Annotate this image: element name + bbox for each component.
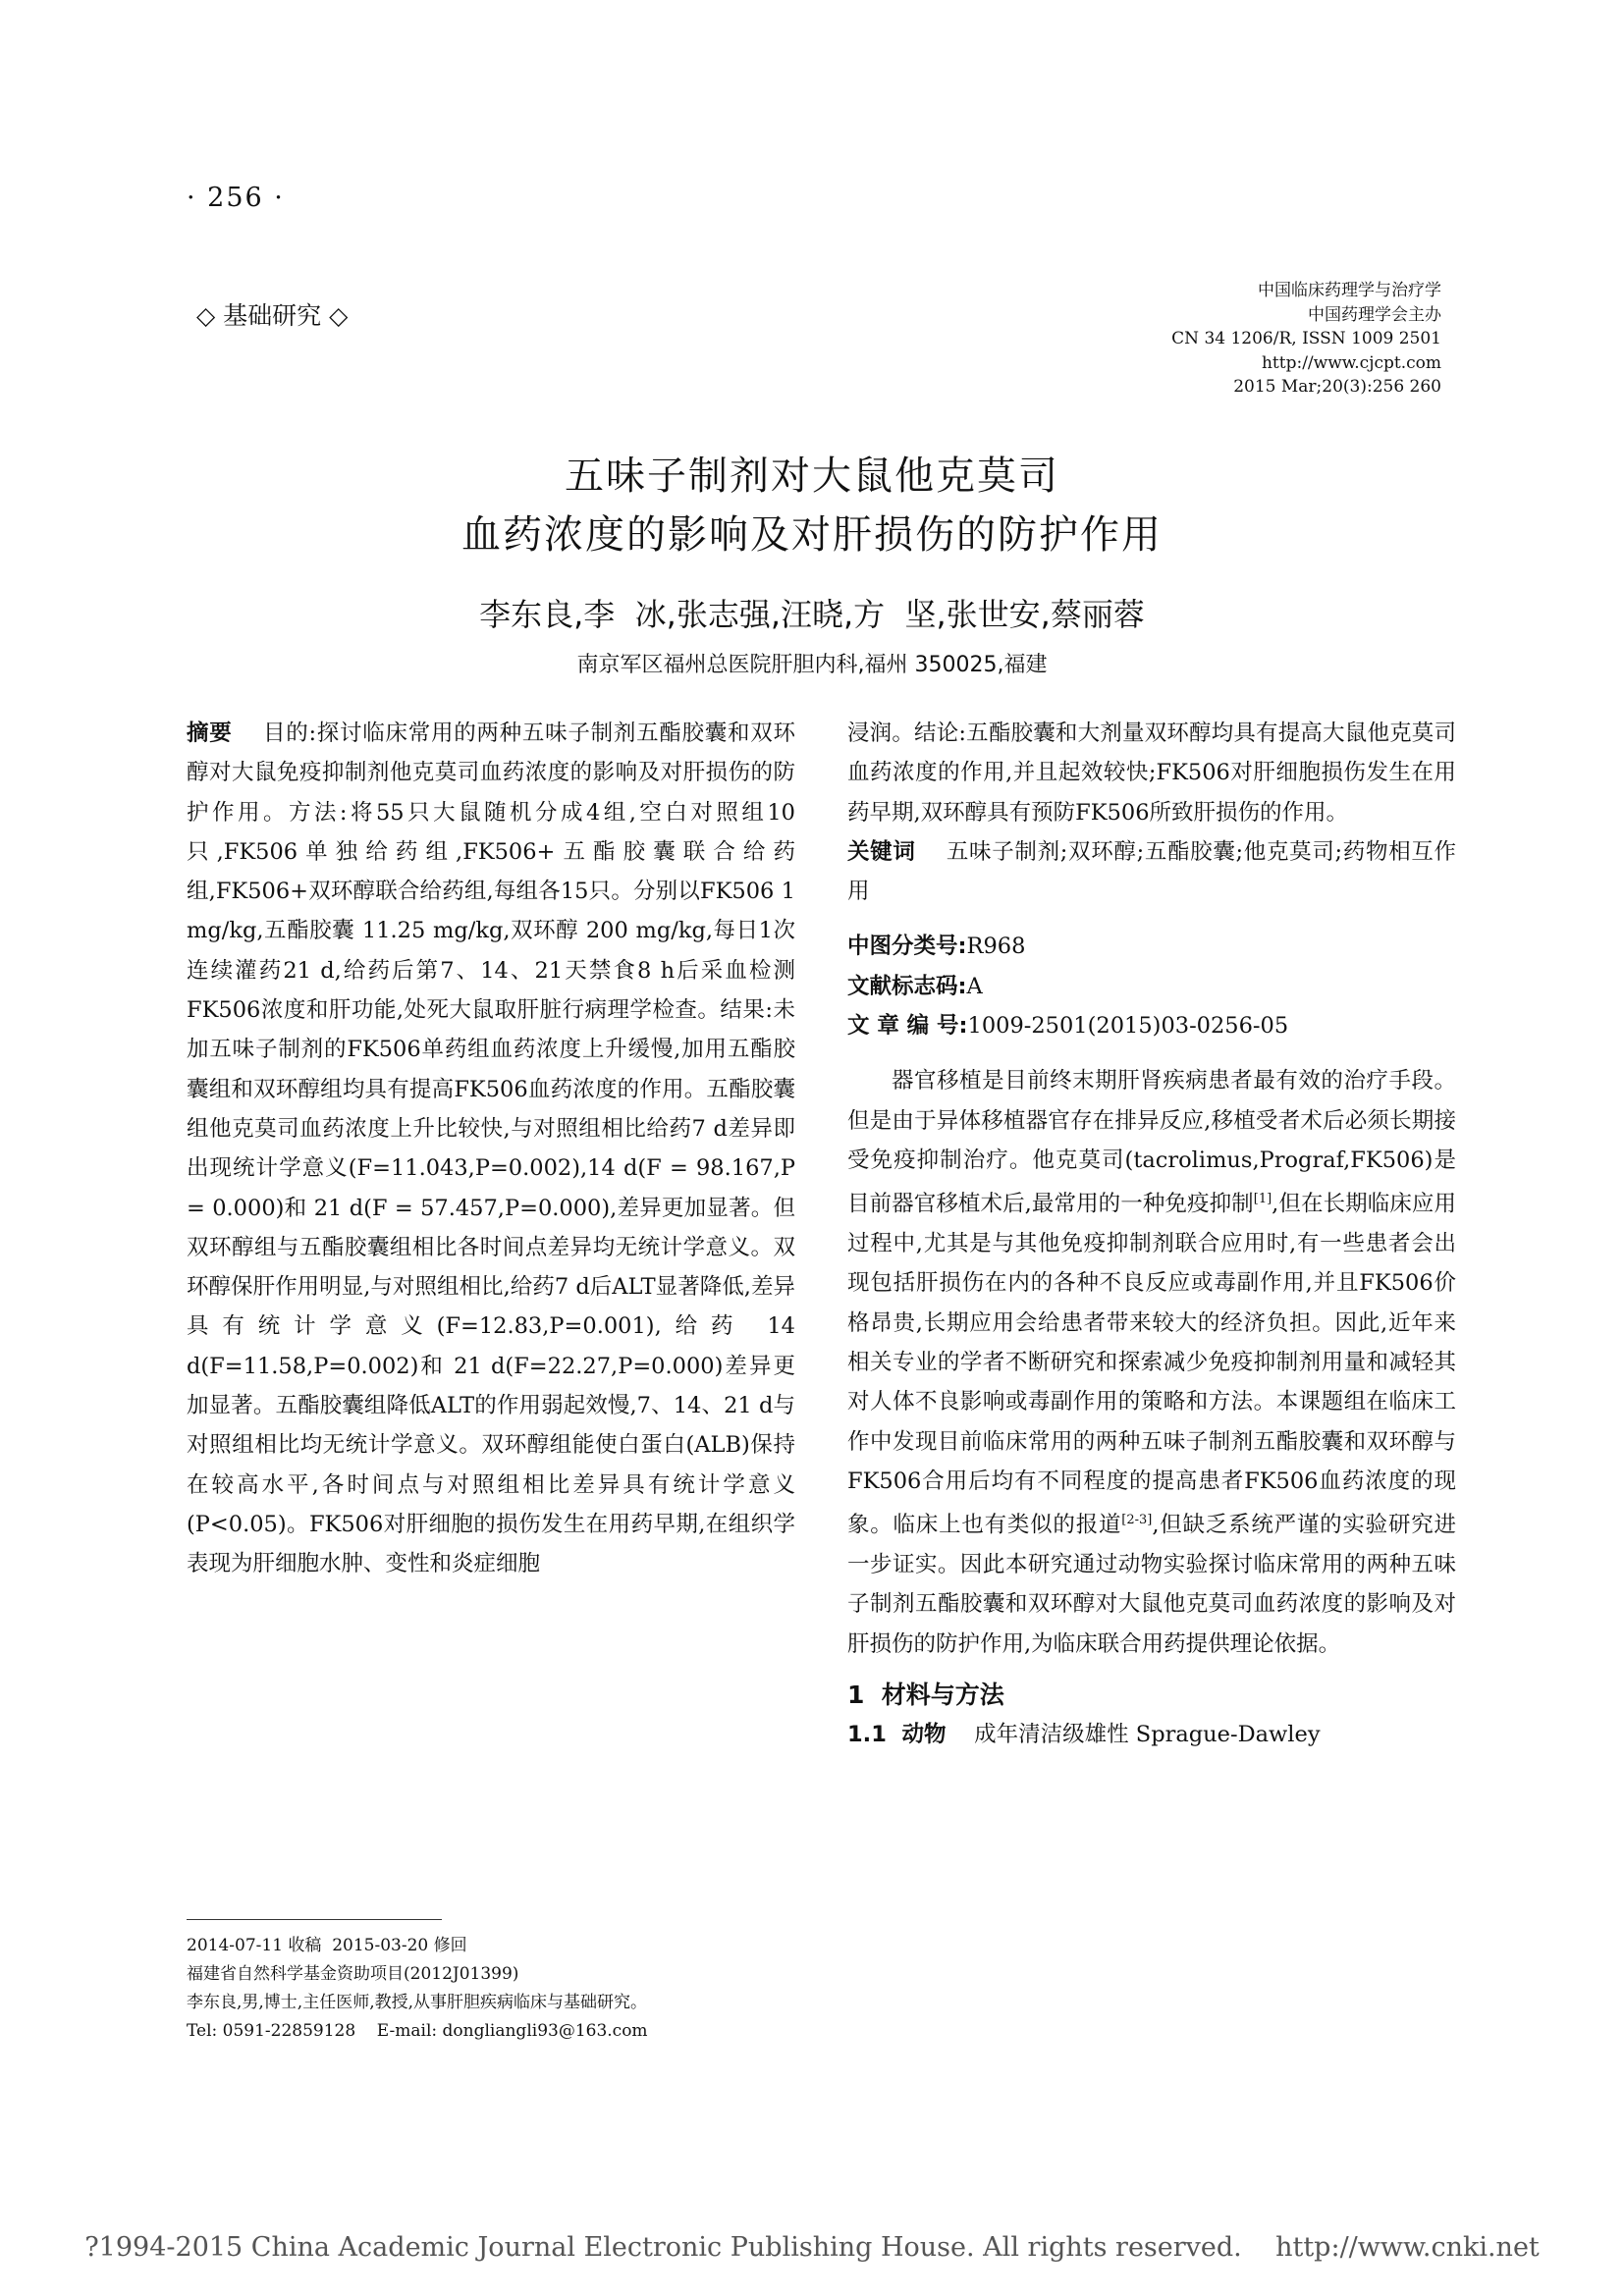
clc-value: R968 [966, 934, 1026, 960]
intro-text-1: 器官移植是目前终末期肝肾疾病患者最有效的治疗手段。但是由于异体移植器官存在排异反应,移植受者术后必须长期接受免疫抑制治疗。他克莫司(tacrolimus,Prograf,FK506)是目前器官移植术后,最常用的一种免疫抑制 [847, 1068, 1456, 1217]
left-column [187, 714, 795, 1584]
journal-issn: CN 34 1206/R, ISSN 1009 2501 [1171, 329, 1441, 348]
citation-2: [2-3] [1121, 1513, 1153, 1528]
doc-code [847, 967, 1456, 1006]
clc-number [847, 927, 1456, 966]
journal-name: 中国临床药理学与治疗学 [1258, 281, 1441, 300]
keywords-text: 五味子制剂;双环醇;五酯胶囊;他克莫司;药物相互作用 [847, 838, 1456, 905]
footnote-funding: 福建省自然科学基金资助项目(2012J01399) [187, 1964, 519, 1984]
footnotes [187, 1932, 815, 2046]
title-line-1: 五味子制剂对大鼠他克莫司 [565, 454, 1059, 499]
right-column [847, 714, 1456, 1754]
affiliation: 南京军区福州总医院肝胆内科,福州 350025,福建 [576, 653, 1048, 677]
journal-url: http://www.cjcpt.com [1261, 352, 1441, 373]
footnote-dates: 2014-07-11 收稿 2015-03-20 修回 [187, 1936, 467, 1955]
section-1-heading: 1 材料与方法 [847, 1680, 1004, 1709]
section-tag: ◇ 基础研究 ◇ [196, 301, 349, 330]
doc-code-label: 文献标志码: [847, 973, 967, 999]
intro-paragraph [847, 1061, 1456, 1663]
footnote-contact: Tel: 0591-22859128 E-mail: dongliangli93@163.com [187, 2021, 648, 2041]
journal-issue: 2015 Mar;20(3):256 260 [1233, 377, 1441, 397]
article-number-label: 文 章 编 号: [847, 1013, 968, 1040]
journal-sponsor: 中国药理学会主办 [1308, 304, 1441, 325]
clc-label: 中图分类号: [847, 934, 967, 960]
copyright-notice: ?1994-2015 China Academic Journal Electronic Publishing House. All rights reserved. http://www.cnki.net [84, 2232, 1540, 2263]
abstract-text-2: 浸润。结论:五酯胶囊和大剂量双环醇均具有提高大鼠他克莫司血药浓度的作用,并且起效较快;FK506对肝细胞损伤发生在用药早期,双环醇具有预防FK506所致肝损伤的作用。 [847, 721, 1456, 826]
abstract-text-1: 目的:探讨临床常用的两种五味子制剂五酯胶囊和双环醇对大鼠免疫抑制剂他克莫司血药浓度的影响及对肝损伤的防护作用。方法:将55只大鼠随机分成4组,空白对照组10只,FK506单独给药组,FK506+五酯胶囊联合给药组,FK506+双环醇联合给药组,每组各15只。分别以FK506 1 mg/kg,五酯胶囊 11.25 mg/kg,双环醇 200 mg/kg,每日1次连续灌药21 d,给药后第7、14、21天禁食8 h后采血检测FK506浓度和肝功能,处死大鼠取肝脏行病理学检查。结果:未加五味子制剂的FK506单药组血药浓度上升缓慢,加用五酯胶囊组和双环醇组均具有提高FK506血药浓度的作用。五酯胶囊组他克莫司血药浓度上升比较快,与对照组相比给药7 d差异即出现统计学意义(F=11.043,P=0.002),14 d(F = 98.167,P = 0.000)和 21 d(F = 57.457,P=0.000),差异更加显著。但双环醇组与五酯胶囊组相比各时间点差异均无统计学意义。双环醇保肝作用明显,与对照组相比,给药7 d后ALT显著降低,差异具有统计学意义(F=12.83,P=0.001),给药 14 d(F=11.58,P=0.002)和 21 d(F=22.27,P=0.000)差异更加显著。五酯胶囊组降低ALT的作用弱起效慢,7、14、21 d与对照组相比均无统计学意义。双环醇组能使白蛋白(ALB)保持在较高水平,各时间点与对照组相比差异具有统计学意义(P<0.05)。FK506对肝细胞的损伤发生在用药早期,在组织学表现为肝细胞水肿、变性和炎症细胞 [187, 721, 795, 1577]
subsection-1-1 [847, 1715, 1456, 1754]
footnote-divider [187, 1919, 442, 1920]
title-line-2: 血药浓度的影响及对肝损伤的防护作用 [461, 512, 1163, 558]
intro-text-2: ,但在长期临床应用过程中,尤其是与其他免疫抑制剂联合应用时,有一些患者会出现包括肝损伤在内的各种不良反应或毒副作用,并且FK506价格昂贵,长期应用会给患者带来较大的经济负担。因此,近年来相关专业的学者不断研究和探索减少免疫抑制剂用量和减轻其对人体不良影响或毒副作用的策略和方法。本课题组在临床工作中发现目前临床常用的两种五味子制剂五酯胶囊和双环醇与FK506合用后均有不同程度的提高患者FK506血药浓度的现象。临床上也有类似的报道 [847, 1191, 1456, 1538]
page-number: · 256 · [187, 183, 285, 213]
keywords-label: 关键词 [847, 838, 916, 865]
article-number [847, 1006, 1456, 1045]
authors: 李东良,李 冰,张志强,汪晓,方 坚,张世安,蔡丽蓉 [479, 596, 1145, 633]
subsection-1-1-text: 成年清洁级雄性 Sprague-Dawley [974, 1722, 1321, 1748]
intro-text-3: ,但缺乏系统严谨的实验研究进一步证实。因此本研究通过动物实验探讨临床常用的两种五味子制剂五酯胶囊和双环醇对大鼠他克莫司血药浓度的影响及对肝损伤的防护作用,为临床联合用药提供理论依据。 [847, 1512, 1456, 1657]
footnote-author-bio: 李东良,男,博士,主任医师,教授,从事肝胆疾病临床与基础研究。 [187, 1993, 648, 2012]
subsection-1-1-heading: 1.1 动物 [847, 1722, 947, 1748]
doc-code-value: A [966, 973, 983, 999]
abstract-part-1 [187, 714, 795, 1584]
journal-info [1171, 279, 1441, 400]
abstract-label: 摘要 [187, 721, 233, 746]
citation-1: [1] [1253, 1192, 1272, 1207]
keywords [847, 832, 1456, 912]
article-number-value: 1009-2501(2015)03-0256-05 [967, 1013, 1289, 1040]
article-title [0, 447, 1624, 564]
